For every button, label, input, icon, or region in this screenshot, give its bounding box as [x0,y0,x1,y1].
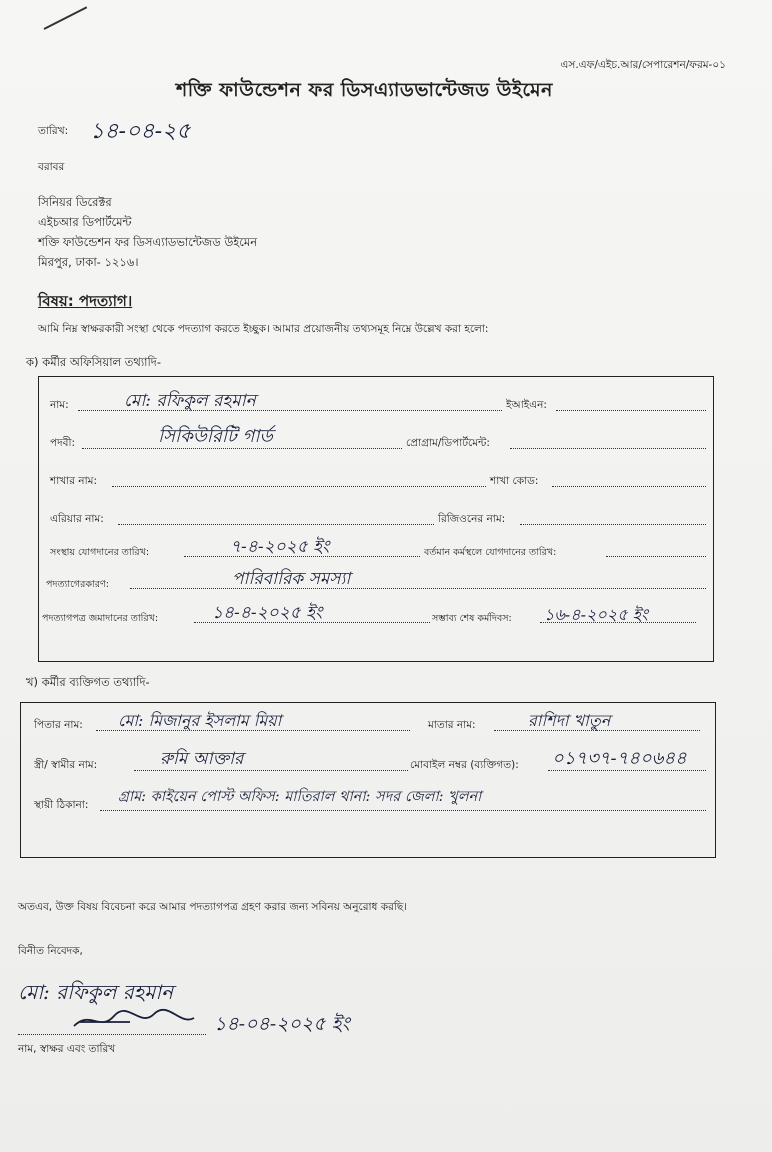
pen-mark [44,6,88,30]
area-label: এরিয়ার নাম: [50,513,104,525]
program-field[interactable] [510,448,706,449]
intro-text: আমি নিম্ন স্বাক্ষরকারী সংস্থা থেকে পদত্যাগ করতে ইচ্ছুক। আমার প্রয়োজনীয় তথ্যসমূহ নিম্নে উল্লেখ করা হলো: [38,323,489,335]
name-value: মো: রফিকুল রহমান [124,391,256,411]
date-value: ১৪-০৪-২৫ [90,119,191,144]
submit-value: ১৪-৪-২০২৫ ইং [212,603,323,623]
signature-name: মো: রফিকুল রহমান [18,980,174,1004]
personal-heading: খ) কর্মীর ব্যক্তিগত তথ্যাদি- [26,675,150,689]
mother-value: রাশিদা খাতুন [528,711,611,730]
father-label: পিতার নাম: [34,719,83,731]
request-text: অতএব, উক্ত বিষয় বিবেচনা করে আমার পদত্যাগপত্র গ্রহণ করার জন্য সবিনয় অনুরোধ করছি। [18,901,407,913]
area-field[interactable] [118,524,434,525]
signature-scribble [70,1004,210,1034]
address-value: গ্রাম: কাইয়েন পোস্ট অফিস: মাতিরাল থানা: সদর জেলা: খুলনা [118,789,482,805]
addressee-line-4: মিরপুর, ঢাকা- ১২১৬। [38,255,139,269]
designation-value: সিকিউরিটি গার্ড [158,426,273,447]
regards-text: বিনীত নিবেদক, [18,945,83,957]
current-join-label: বর্তমান কর্মস্থলে যোগদানের তারিখ: [424,547,557,558]
join-value: ৭-৪-২০২৫ ইং [230,537,330,557]
addressee-line-3: শক্তি ফাউন্ডেশন ফর ডিসএ্যাডভান্টেজড উইমেন [38,235,258,249]
branch-code-field[interactable] [552,486,706,487]
addressee-line-2: এইচআর ডিপার্টমেন্ট [38,215,132,229]
last-day-label: সম্ভাব্য শেষ কর্মদিবস: [432,613,512,624]
spouse-value: রুমি আক্তার [160,749,244,769]
branch-field[interactable] [112,486,486,487]
ein-label: ইআইএন: [506,399,547,411]
page-title: শক্তি ফাউন্ডেশন ফর ডিসএ্যাডভান্টেজড উইমেন [176,79,553,101]
submit-label: পদত্যাগপত্র জমাদানের তারিখ: [42,613,159,624]
mobile-label: মোবাইল নম্বর (ব্যক্তিগত): [410,759,519,771]
signature-footer-label: নাম, স্বাক্ষর এবং তারিখ [18,1043,116,1055]
name-label: নাম: [50,399,69,411]
program-label: প্রোগ্রাম/ডিপার্টমেন্ট: [406,437,490,449]
address-field[interactable] [100,810,706,811]
join-label: সংস্থায় যোগদানের তারিখ: [50,547,150,558]
addressee-to: বরাবর [38,161,65,173]
father-value: মো: মিজানুর ইসলাম মিয়া [118,711,282,730]
signature-date: ১৪-০৪-২০২৫ ইং [214,1013,350,1035]
form-code: এস.এফ/এইচ.আর/সেপারেশন/ফরম-০১ [560,59,726,71]
region-label: রিজিওনের নাম: [438,513,506,525]
address-label: স্থায়ী ঠিকানা: [34,799,89,811]
designation-label: পদবী: [50,437,76,449]
region-field[interactable] [520,524,706,525]
ein-field[interactable] [556,410,706,411]
addressee-line-1: সিনিয়র ডিরেক্টর [38,195,112,209]
branch-code-label: শাখা কোড: [490,475,539,487]
reason-field[interactable] [130,588,706,589]
signature-line[interactable] [18,1034,206,1035]
mobile-value: ০১৭৩৭-৭৪০৬৪৪ [552,748,687,769]
branch-label: শাখার নাম: [50,475,97,487]
subject: বিষয়: পদত্যাগ। [38,292,133,310]
spouse-label: স্ত্রী/ স্বামীর নাম: [34,759,98,771]
reason-value: পারিবারিক সমস্যা [232,569,351,589]
mother-label: মাতার নাম: [428,719,476,731]
reason-label: পদত্যাগেরকারণ: [46,579,109,590]
last-day-value: ১৬-৪-২০২৫ ইং [544,605,648,624]
official-heading: ক) কর্মীর অফিসিয়াল তথ্যাদি- [26,355,161,369]
date-label: তারিখ: [38,125,69,137]
current-join-field[interactable] [606,556,706,557]
